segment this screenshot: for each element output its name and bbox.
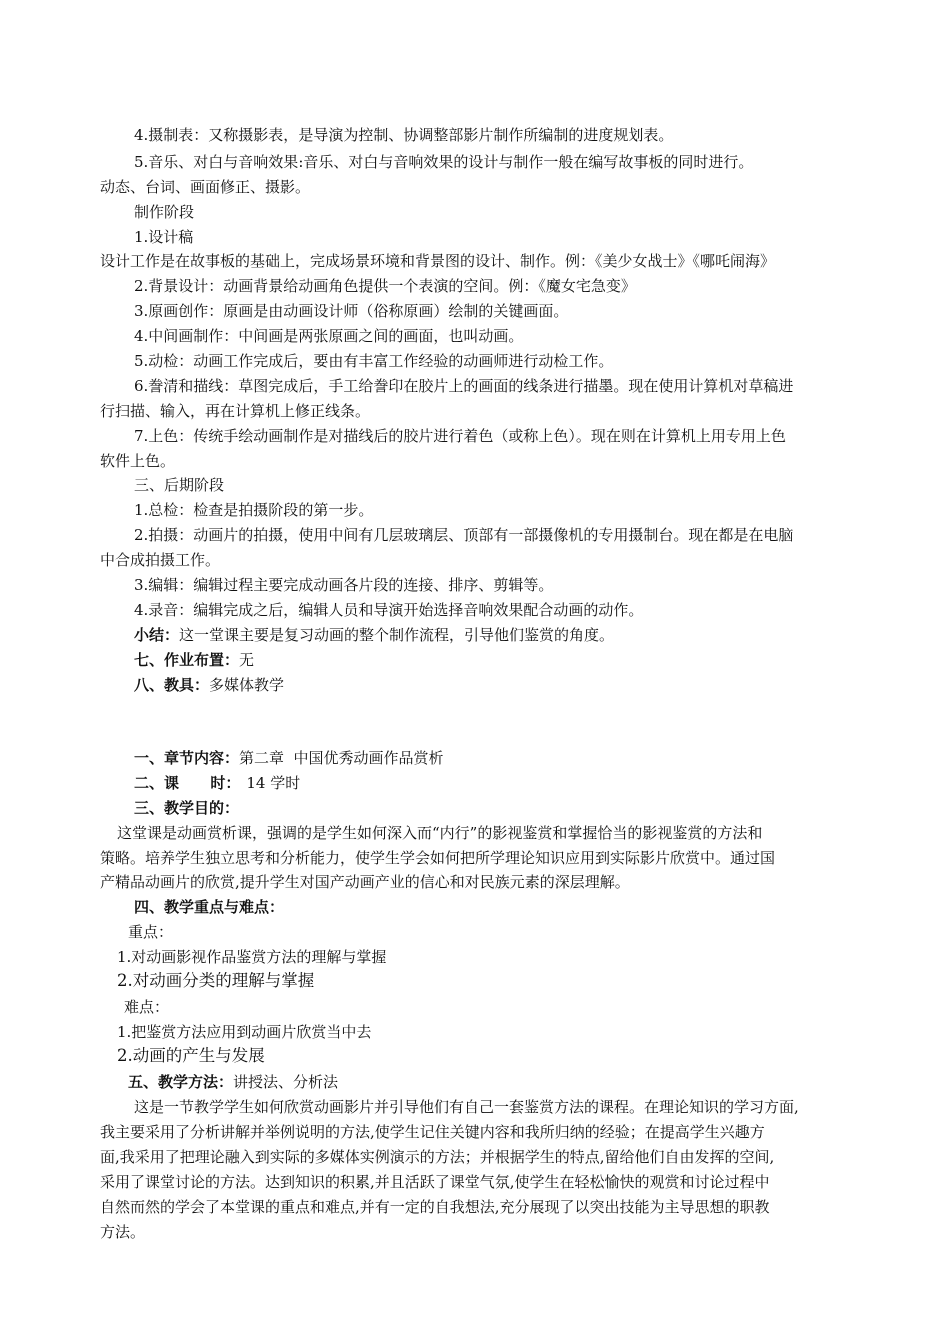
goal-label: 三、教学目的：: [134, 799, 240, 817]
chapter-text: 第二章 中国优秀动画作品赏析: [239, 749, 444, 767]
production-item-1: 1.设计稿: [134, 228, 194, 246]
post-stage-heading: 三、后期阶段: [134, 476, 225, 494]
production-item-3: 3.原画创作：原画是由动画设计师（俗称原画）绘制的关键画面。: [134, 302, 569, 320]
step-5-music-dialogue: 5.音乐、对白与音响效果:音乐、对白与音响效果的设计与制作一般在编写故事板的同时进行。: [134, 153, 754, 171]
post-item-3: 3.编辑：编辑过程主要完成动画各片段的连接、排序、剪辑等。: [134, 576, 554, 594]
production-item-6-line1: 6.誊清和描线：草图完成后，手工给誊印在胶片上的画面的线条进行描墨。现在使用计算机对草稿进: [134, 377, 794, 395]
tools-label: 八、教具：: [134, 676, 210, 694]
summary-text: 这一堂课主要是复习动画的整个制作流程，引导他们鉴赏的角度。: [179, 626, 615, 644]
key-item-2: 2.对动画分类的理解与掌握: [117, 971, 315, 990]
homework-text: 无: [239, 651, 255, 669]
method-para-line-6: 方法。: [100, 1223, 146, 1241]
chapter-line: [134, 748, 444, 768]
step-4-shooting-sheet: 4.摄制表：又称摄影表，是导演为控制、协调整部影片制作所编制的进度规划表。: [134, 126, 674, 144]
production-item-7-line1: 7.上色：传统手绘动画制作是对描线后的胶片进行着色（或称上色）。现在则在计算机上用专用上色: [134, 427, 786, 445]
post-item-2-line1: 2.拍摄：动画片的拍摄，使用中间有几层玻璃层、顶部有一部摄像机的专用摄制台。现在都是在电脑: [134, 526, 794, 544]
production-item-7-line2: 软件上色。: [100, 452, 176, 470]
goal-line-2: 策略。培养学生独立思考和分析能力，使学生学会如何把所学理论知识应用到实际影片欣赏中。通过国: [100, 849, 776, 867]
production-stage-heading: 制作阶段: [134, 203, 195, 221]
hours-label: 二、课 时：: [134, 774, 241, 792]
post-item-4: 4.录音：编辑完成之后，编辑人员和导演开始选择音响效果配合动画的动作。: [134, 601, 644, 619]
tools-text: 多媒体教学: [209, 676, 285, 694]
goal-line-1: 这堂课是动画赏析课，强调的是学生如何深入而“内行”的影视鉴赏和掌握恰当的影视鉴赏的方法和: [117, 824, 763, 842]
hours-text: 14 学时: [246, 774, 301, 792]
post-item-1: 1.总检：检查是拍摄阶段的第一步。: [134, 501, 374, 519]
homework-label: 七、作业布置：: [134, 651, 240, 669]
method-para-line-5: 自然而然的学会了本堂课的重点和难点,并有一定的自我想法,充分展现了以突出技能为主导思想的职教: [100, 1198, 770, 1216]
method-text: 讲授法、分析法: [233, 1073, 339, 1091]
tools-line: [134, 675, 284, 695]
method-para-line-1: 这是一节教学学生如何欣赏动画影片并引导他们有自己一套鉴赏方法的课程。在理论知识的学习方面,: [134, 1098, 799, 1116]
production-item-1-desc: 设计工作是在故事板的基础上，完成场景环境和背景图的设计、制作。例：《美少女战士》《哪吒闹海》: [100, 252, 776, 270]
production-item-4: 4.中间画制作：中间画是两张原画之间的画面，也叫动画。: [134, 327, 524, 345]
step-5-continuation: 动态、台词、画面修正、摄影。: [100, 178, 311, 196]
key-difficult-label: 四、教学重点与难点：: [134, 898, 285, 916]
difficult-item-1: 1.把鉴赏方法应用到动画片欣赏当中去: [117, 1023, 372, 1041]
production-item-6-line2: 行扫描、输入，再在计算机上修正线条。: [100, 402, 371, 420]
method-para-line-2: 我主要采用了分析讲解并举例说明的方法,使学生记住关键内容和我所归纳的经验；在提高学生兴趣方: [100, 1123, 765, 1141]
key-item-1: 1.对动画影视作品鉴赏方法的理解与掌握: [117, 948, 387, 966]
summary-line: [134, 625, 614, 645]
post-item-2-line2: 中合成拍摄工作。: [100, 551, 221, 569]
goal-line-3: 产精品动画片的欣赏,提升学生对国产动画产业的信心和对民族元素的深层理解。: [100, 873, 630, 891]
method-line: [128, 1072, 338, 1092]
method-para-line-4: 采用了课堂讨论的方法。达到知识的积累,并且活跃了课堂气氛,使学生在轻松愉快的观赏和讨论过程中: [100, 1173, 770, 1191]
difficult-item-2: 2.动画的产生与发展: [117, 1046, 265, 1065]
key-heading: 重点：: [128, 923, 174, 941]
difficult-heading: 难点：: [124, 998, 170, 1016]
summary-label: 小结：: [134, 626, 180, 644]
chapter-label: 一、章节内容：: [134, 749, 240, 767]
method-label: 五、教学方法：: [128, 1073, 234, 1091]
production-item-2: 2.背景设计：动画背景给动画角色提供一个表演的空间。例：《魔女宅急变》: [134, 277, 636, 295]
method-para-line-3: 面,我采用了把理论融入到实际的多媒体实例演示的方法；并根据学生的特点,留给他们自由发挥的空间,: [100, 1148, 775, 1166]
production-item-5: 5.动检：动画工作完成后，要由有丰富工作经验的动画师进行动检工作。: [134, 352, 614, 370]
hours-line: [134, 773, 300, 793]
homework-line: [134, 650, 254, 670]
